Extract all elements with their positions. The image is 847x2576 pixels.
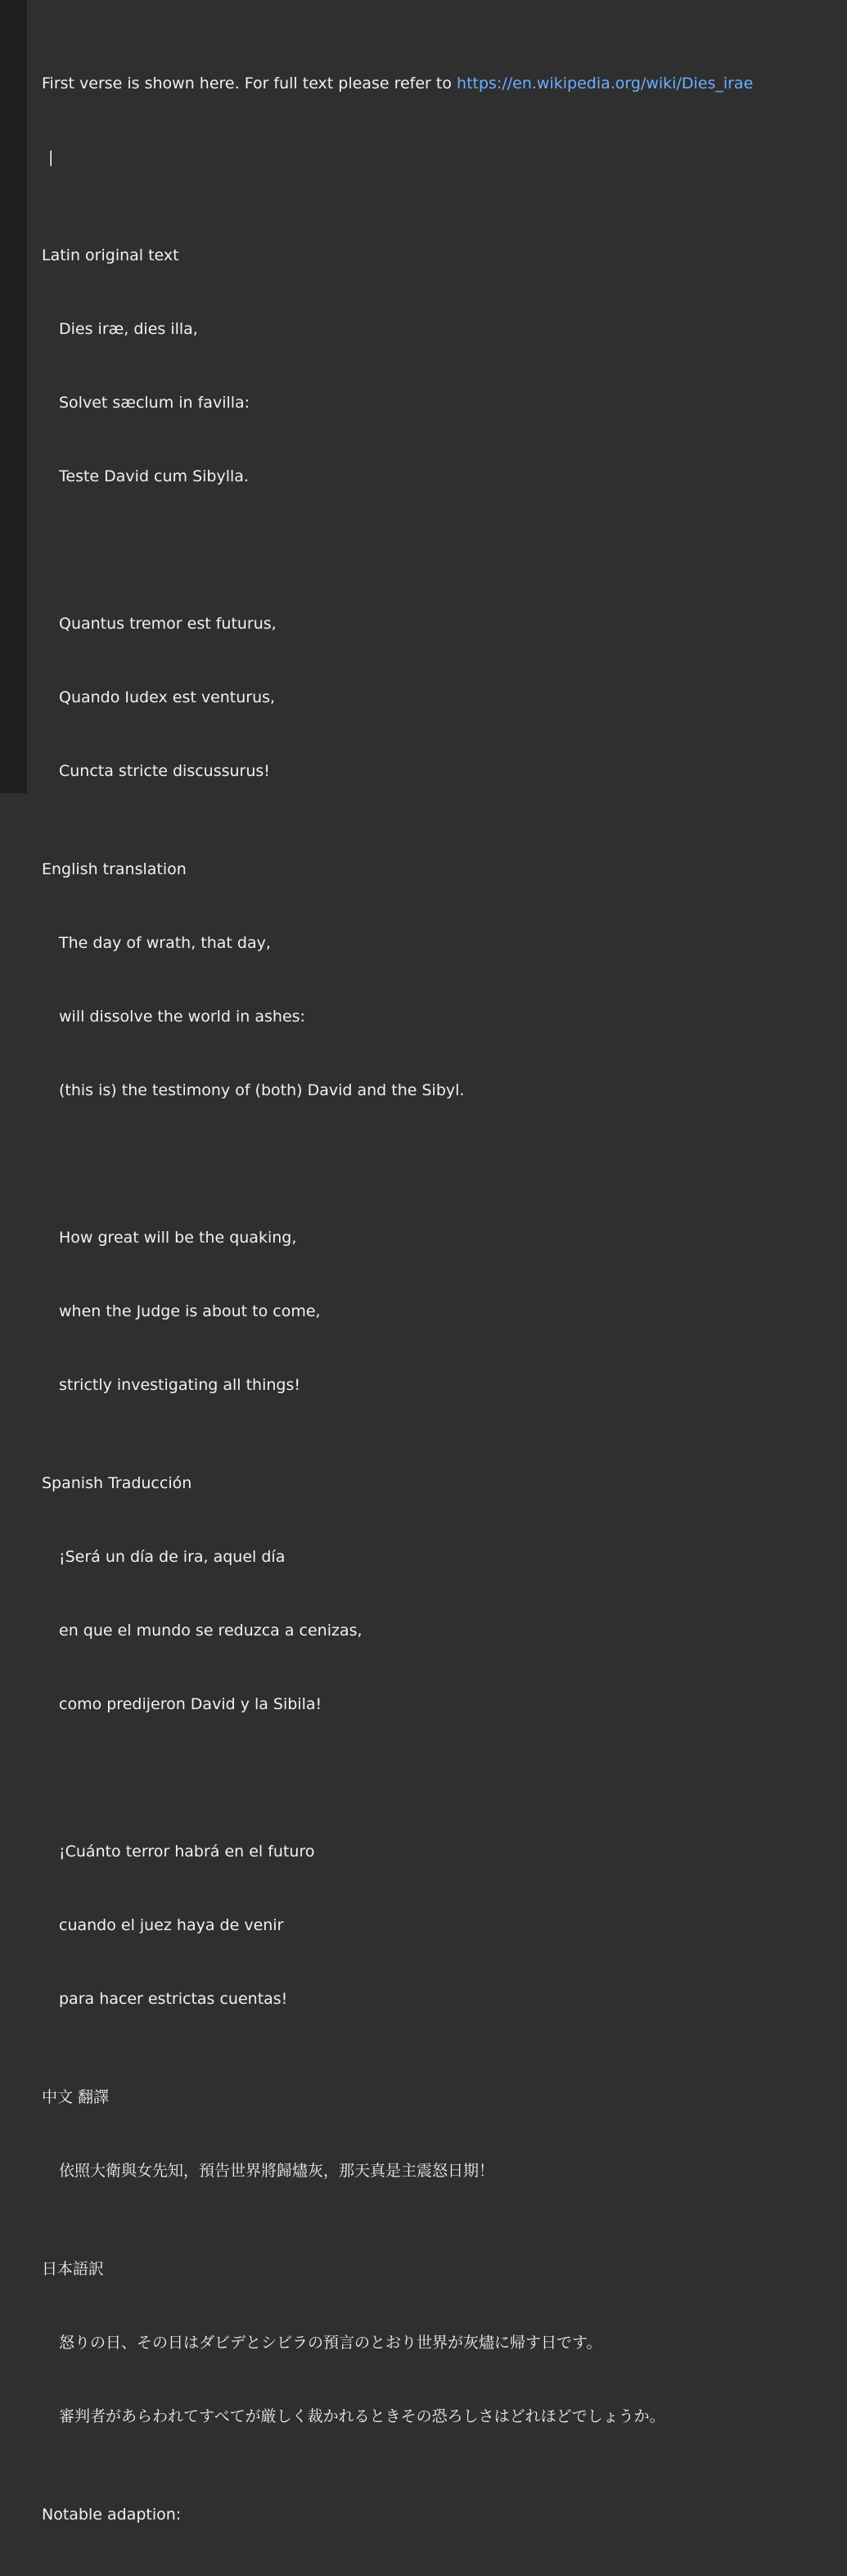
spanish-line: en que el mundo se reduzca a cenizas, [59,1622,363,1640]
latin-line: Quando Iudex est venturus, [59,688,276,706]
section-heading-chinese: 中文 翻譯 [42,2088,110,2106]
japanese-line: 怒りの日、その日はダビデとシビラの預言のとおり世界が灰燼に帰す日です。 [59,2334,602,2352]
latin-line: Cuncta stricte discussurus! [59,762,270,780]
latin-line: Teste David cum Sibylla. [59,467,249,485]
english-line: when the Judge is about to come, [59,1302,321,1320]
spanish-line: ¡Cuánto terror habrá en el futuro [59,1843,315,1861]
section-heading-japanese: 日本語訳 [42,2260,105,2278]
japanese-line: 審判者があらわれてすべてが厳しく裁かれるときその恐ろしさはどれほどでしょうか。 [59,2407,665,2425]
spanish-line: como predijeron David y la Sibila! [59,1695,322,1713]
latin-line: Quantus tremor est futurus, [59,615,277,633]
section-heading-adaptation: Notable adaption: [42,2506,182,2524]
latin-blank-line [42,538,847,562]
spanish-line: ¡Será un día de ira, aquel día [59,1548,286,1566]
chinese-line: 依照大衛與女先知，預告世界將歸燼灰，那天真是主震怒日期！ [59,2162,495,2180]
section-heading-english: English translation [42,860,187,878]
section-heading-spanish: Spanish Traducción [42,1474,192,1492]
english-line: How great will be the quaking, [59,1229,297,1247]
english-line: will dissolve the world in ashes: [59,1008,305,1026]
spanish-blank-line [42,1766,847,1790]
section-heading-latin: Latin original text [42,246,179,264]
document-content [42,22,847,2576]
latin-line: Dies iræ, dies illa, [59,320,198,338]
left-rail [0,0,27,793]
wikipedia-link[interactable]: https://en.wikipedia.org/wiki/Dies_irae [457,74,754,92]
english-blank-line [42,1152,847,1176]
spanish-line: para hacer estrictas cuentas! [59,1990,288,2008]
english-line: The day of wrath, that day, [59,934,271,952]
intro-text: First verse is shown here. For full text please refer to [42,74,457,92]
text-panel [27,0,847,2524]
english-line: strictly investigating all things! [59,1376,300,1394]
intro-line [42,71,847,96]
spanish-line: cuando el juez haya de venir [59,1916,284,1934]
text-cursor: | [48,148,54,166]
cursor-line [42,145,847,169]
latin-line: Solvet sæclum in favilla: [59,394,250,412]
english-line: (this is) the testimony of (both) David and the Sibyl. [59,1081,465,1099]
